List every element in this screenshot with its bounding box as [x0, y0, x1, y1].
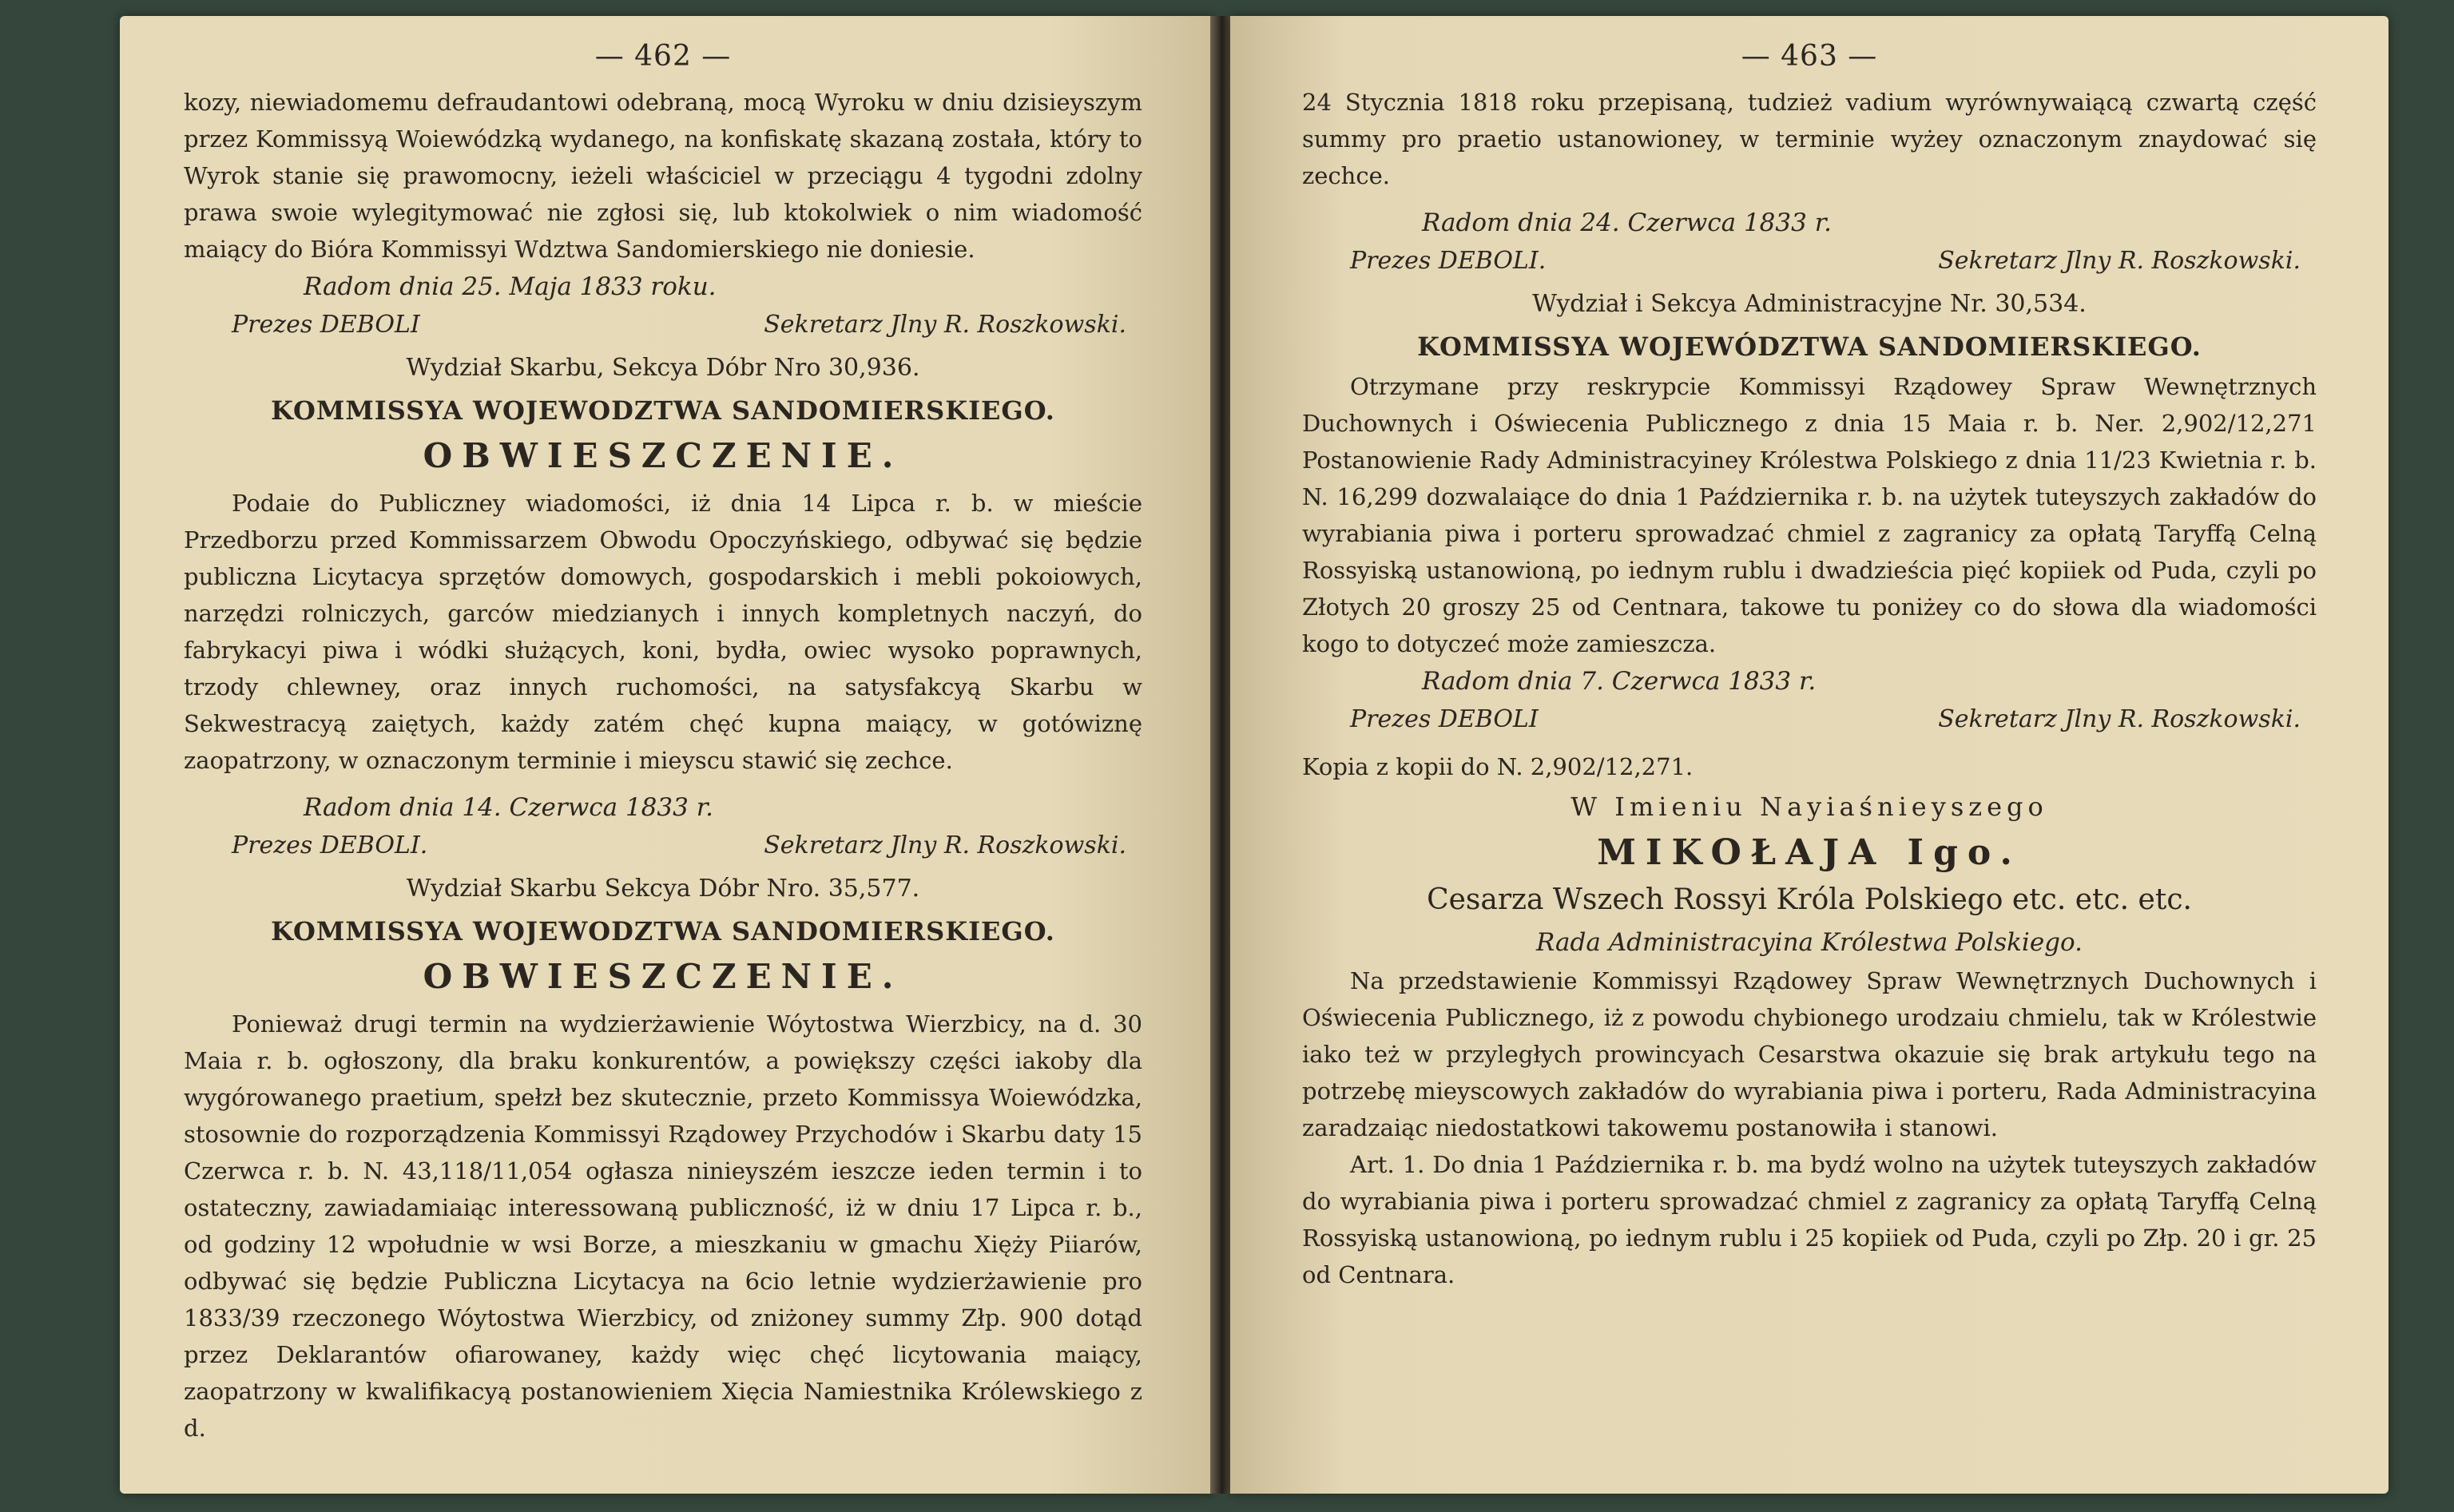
- right-page: [1230, 16, 2388, 1494]
- council-name: Rada Administracyina Królestwa Polskiego.: [1536, 928, 2083, 957]
- president-signature: Prezes DEBOLI: [1350, 705, 1539, 733]
- president-signature: Prezes DEBOLI.: [1350, 247, 1547, 275]
- secretary-signature: Sekretarz Jlny R. Roszkowski.: [1938, 247, 2301, 275]
- intro-paragraph: kozy, niewiadomemu defraudantowi odebraną, mocą Wyroku w dniu dzisieyszym przez Kommissyą Woiewódzką wydanego, na konfiskatę skazaną została, który to Wyrok stanie się prawomocny, ieżeli właściciel w przeciągu 4 tygodni zdolny prawa swoie wylegitymować nie zgłosi się, lub ktokolwiek o nim wiadomość maiący do Bióra Kommissyi Wdztwa Sandomierskiego nie doniesie.: [184, 89, 1142, 263]
- notice-body: Otrzymane przy reskrypcie Kommissyi Rządowey Spraw Wewnętrznych Duchownych i Oświecenia Publicznego z dnia 15 Maia r. b. Ner. 2,902/12,271 Postanowienie Rady Administracyiney Królestwa Polskiego z dnia 11/23 Kwietnia r. b. N. 16,299 dozwalaiące do dnia 1 Października r. b. na użytek tuteyszych zakładów do wyrabiania piwa i porteru sprowadzać chmiel z zagranicy za opłatą Taryffą Celną Rossyiską ustanowioną, po iednym rublu i dwadzieścia pięć kopiiek od Puda, czyli po Złotych 20 groszy 25 od Centnara, takowe tu poniżey co do słowa dla wiadomości kogo to dotyczeć może zamieszcza.: [1302, 373, 2317, 657]
- notice-title: OBWIESZCZENIE.: [423, 436, 903, 475]
- department-line: Wydział Skarbu, Sekcya Dóbr Nro 30,936.: [406, 354, 920, 382]
- dateline: Radom dnia 7. Czerwca 1833 r.: [1422, 667, 1817, 696]
- secretary-signature: Sekretarz Jlny R. Roszkowski.: [764, 311, 1126, 339]
- notice-title: OBWIESZCZENIE.: [423, 957, 903, 996]
- book-spread: [120, 16, 2388, 1494]
- president-signature: Prezes DEBOLI.: [232, 831, 428, 859]
- copy-line: Kopia z kopii do N. 2,902/12,271.: [1302, 753, 1694, 780]
- notice-body: Ponieważ drugi termin na wydzierżawienie Wóytostwa Wierzbicy, na d. 30 Maia r. b. ogłoszony, dla braku konkurentów, a powiększy części iakoby dla wygórowanego praetium, spełzł bez skutecznie, przeto Kommissya Woiewódzka, stosownie do rozporządzenia Kommissyi Rządowey Przychodów i Skarbu daty 15 Czerwca r. b. N. 43,118/11,054 ogłasza ninieyszém ieszcze ieden termin i to ostateczny, zawiadamiaiąc interessowaną publiczność, iż w dniu 17 Lipca r. b., od godziny 12 wpołudnie w wsi Borze, a mieszkaniu w gmachu Xięży Piiarów, odbywać się będzie Publiczna Licytacya na 6cio letnie wydzierżawienie pro 1833/39 rzeczonego Wóytostwa Wierzbicy, od zniżoney summy Złp. 900 dotąd przez Deklarantów ofiarowaney, każdy więc chęć licytowania maiący, zaopatrzony w kwalifikacyą postanowieniem Xięcia Namiestnika Królewskiego z d.: [184, 1010, 1142, 1442]
- secretary-signature: Sekretarz Jlny R. Roszkowski.: [1938, 705, 2301, 733]
- commission-heading: KOMMISSYA WOJEWODZTWA SANDOMIERSKIEGO.: [271, 395, 1055, 426]
- president-signature: Prezes DEBOLI: [232, 311, 420, 339]
- dateline: Radom dnia 25. Maja 1833 roku.: [304, 272, 717, 301]
- dateline: Radom dnia 14. Czerwca 1833 r.: [304, 793, 713, 822]
- emperor-title: Cesarza Wszech Rossyi Króla Polskiego etc. etc. etc.: [1427, 883, 2192, 916]
- signature-line: [184, 827, 1142, 865]
- signature-line: [1302, 242, 2317, 280]
- page-number: — 463 —: [1741, 40, 1878, 73]
- signature-line: [184, 306, 1142, 344]
- department-line: Wydział i Sekcya Administracyjne Nr. 30,534.: [1532, 290, 2087, 318]
- decree-body: Na przedstawienie Kommissyi Rządowey Spraw Wewnętrznych Duchownych i Oświecenia Publicznego, iż z powodu chybionego urodzaiu chmielu, tak w Królestwie iako też w przyległych prowincyach Cesarstwa okazuie się brak artykułu tego na potrzebę mieyscowych zakładów do wyrabiania piwa i porteru, Rada Administracyina zaradzaiąc niedostatkowi takowemu postanowiła i stanowi.: [1302, 967, 2317, 1141]
- commission-heading: KOMMISSYA WOJEWODZTWA SANDOMIERSKIEGO.: [271, 916, 1055, 946]
- signature-line: [1302, 700, 2317, 739]
- secretary-signature: Sekretarz Jlny R. Roszkowski.: [764, 831, 1126, 859]
- dateline: Radom dnia 24. Czerwca 1833 r.: [1422, 208, 1832, 237]
- notice-body: Podaie do Publiczney wiadomości, iż dnia 14 Lipca r. b. w mieście Przedborzu przed Kommissarzem Obwodu Opoczyńskiego, odbywać się będzie publiczna Licytacya sprzętów domowych, gospodarskich i mebli pokoiowych, narzędzi rolniczych, garców miedzianych i innych kompletnych naczyń, do fabrykacyi piwa i wódki służących, koni, bydła, owiec wysoko poprawnych, trzody chlewney, oraz innych ruchomości, na satysfakcyą Skarbu w Sekwestracyą zaiętych, każdy zatém chęć kupna maiący, w gotówiznę zaopatrzony, w oznaczonym terminie i mieyscu stawić się zechce.: [184, 490, 1142, 774]
- sovereign-name: MIKOŁAJA Igo.: [1597, 832, 2022, 873]
- article-1: Art. 1. Do dnia 1 Października r. b. ma bydź wolno na użytek tuteyszych zakładów do wyrabiania piwa i porteru sprowadzać chmiel z zagranicy za opłatą Taryffą Celną Rossyiską ustanowioną, po iednym rublu i 25 kopiiek od Puda, czyli po Złp. 20 i gr. 25 od Centnara.: [1302, 1151, 2317, 1288]
- page-number: — 462 —: [594, 40, 732, 73]
- intro-paragraph: 24 Stycznia 1818 roku przepisaną, tudzież vadium wyrównywaiącą czwartą część summy pro praetio ustanowioney, w terminie wyżey oznaczonym znaydować się zechce.: [1302, 89, 2317, 189]
- department-line: Wydział Skarbu Sekcya Dóbr Nro. 35,577.: [406, 875, 920, 903]
- left-page: [120, 16, 1214, 1494]
- in-name-line: W Imieniu Nayiaśnieyszego: [1570, 792, 2048, 822]
- commission-heading: KOMMISSYA WOJEWÓDZTWA SANDOMIERSKIEGO.: [1417, 331, 2202, 362]
